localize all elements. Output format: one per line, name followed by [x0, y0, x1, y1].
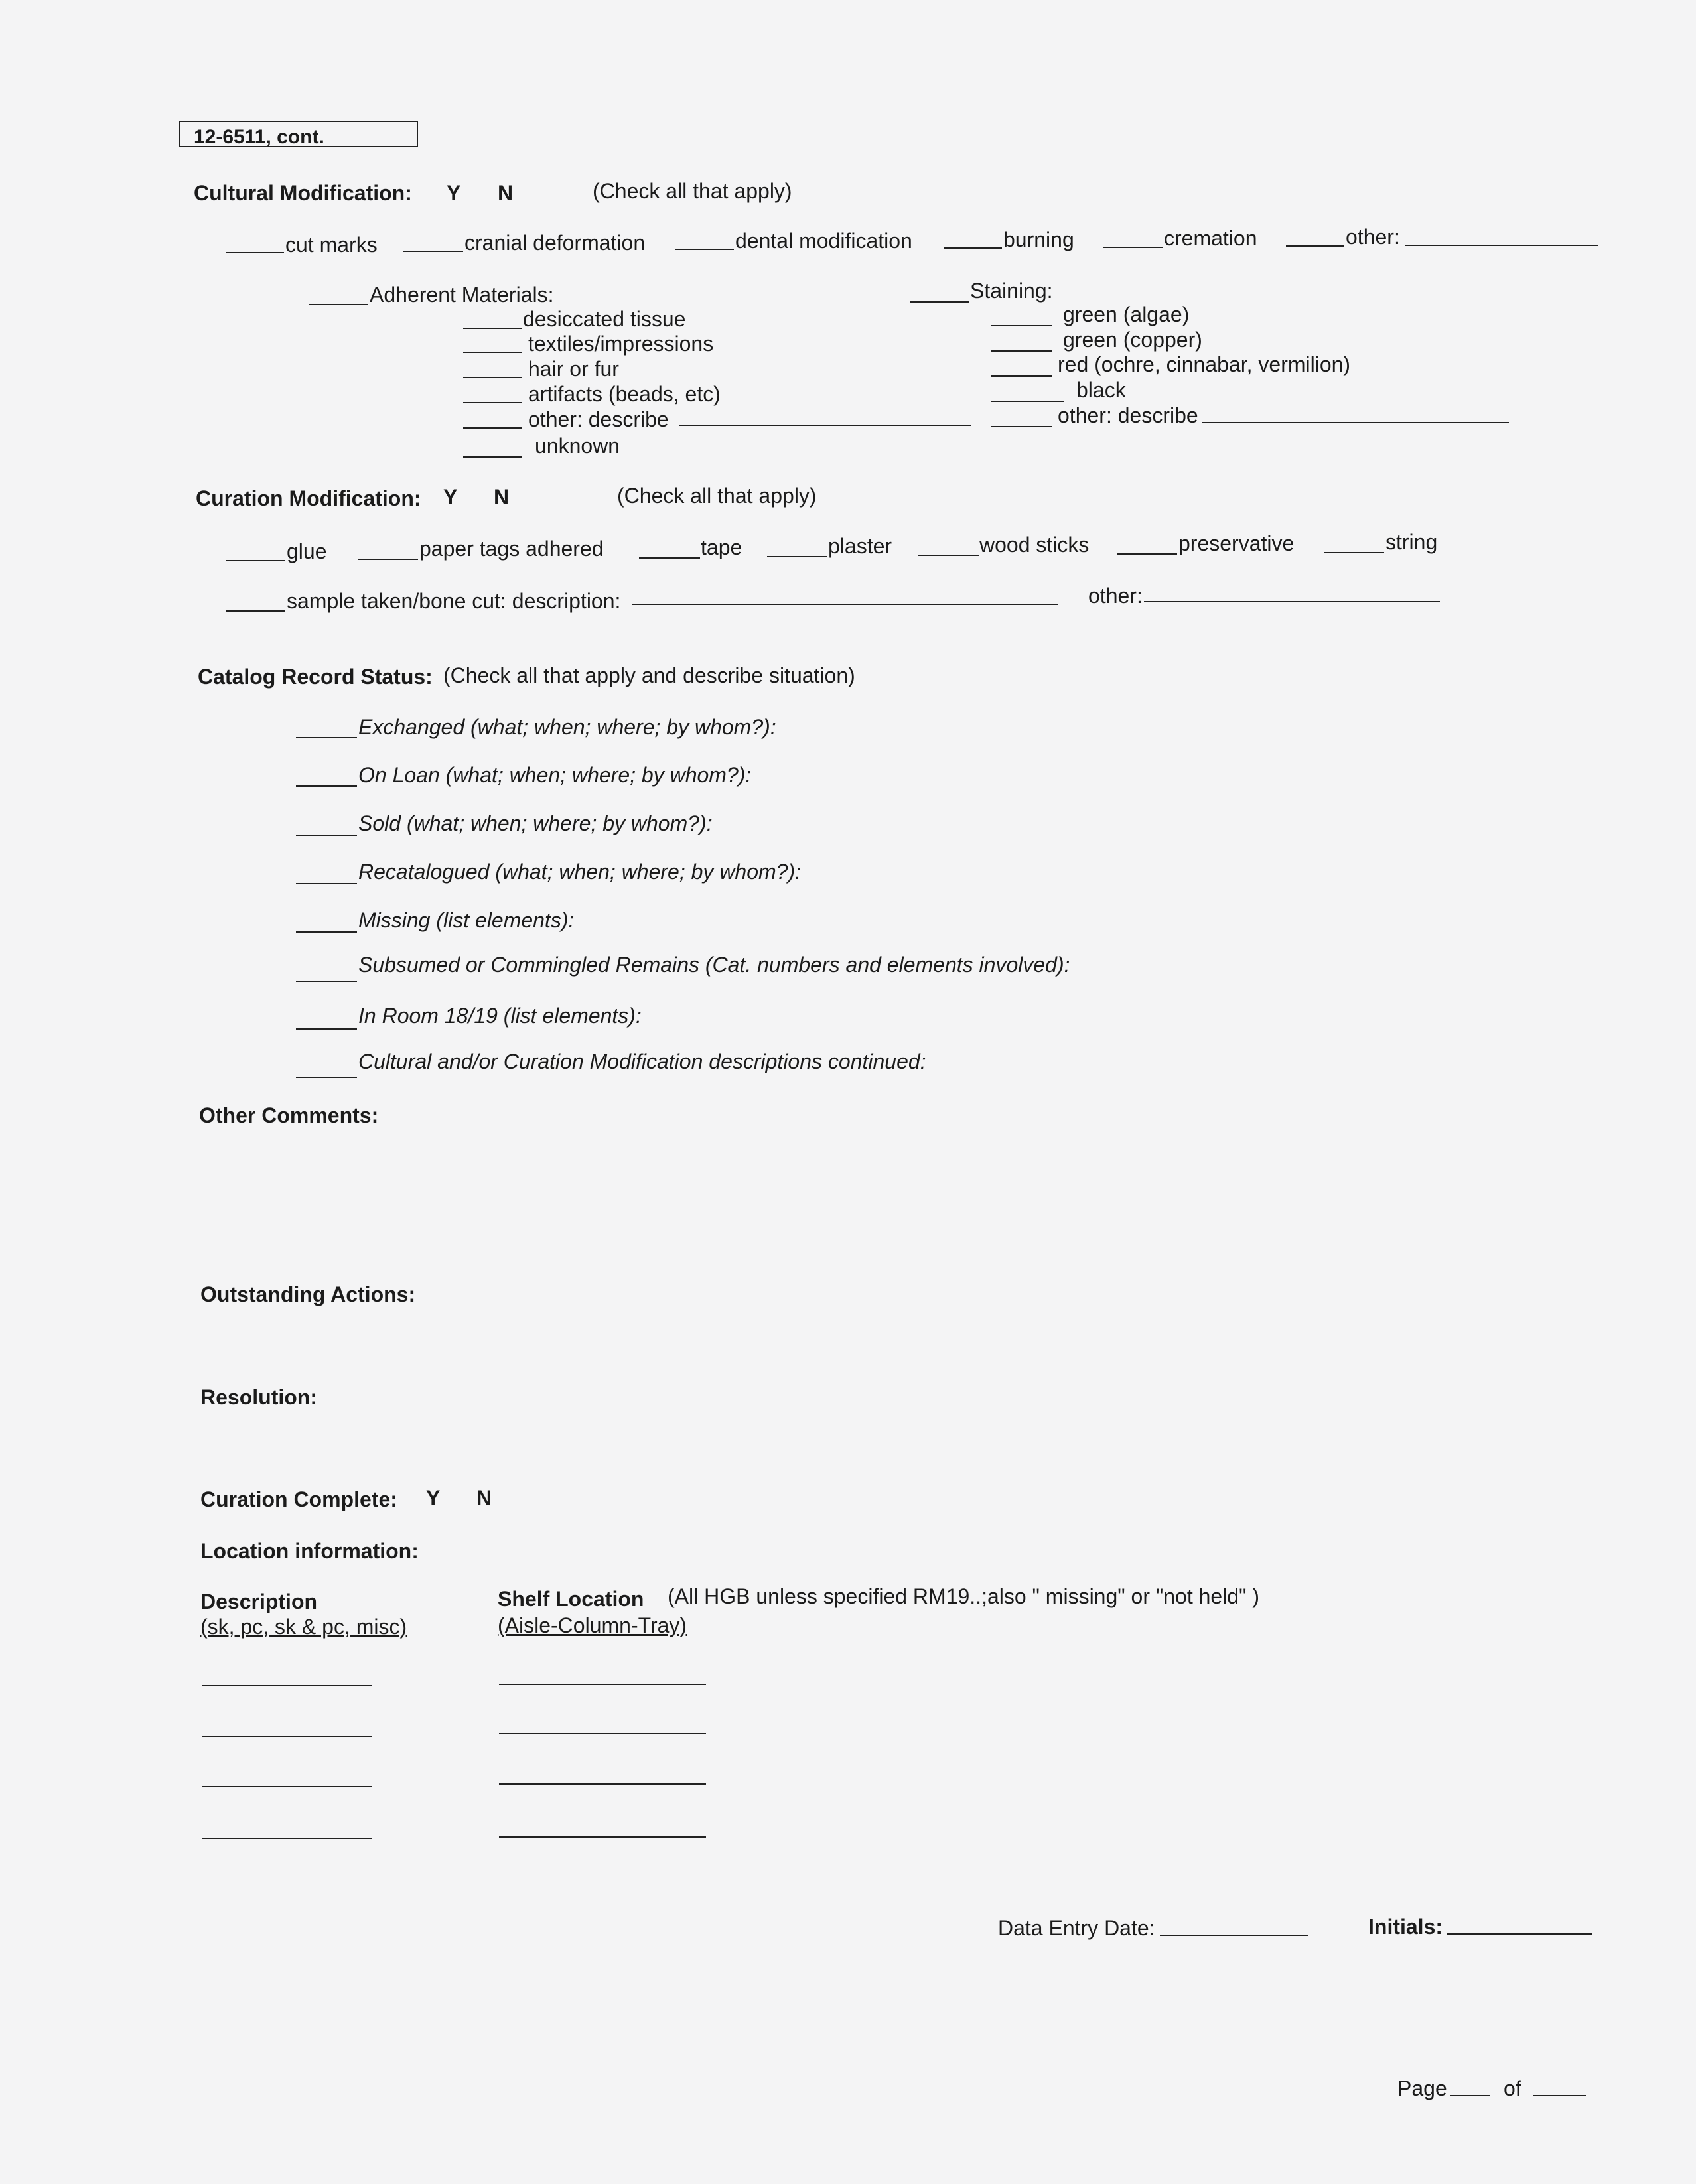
staining-other-blank[interactable]: [991, 426, 1052, 427]
sample-taken-blank[interactable]: [226, 610, 285, 612]
staining-other-description-line[interactable]: [1202, 422, 1509, 423]
paper-tags-blank[interactable]: [358, 559, 418, 560]
sample-taken-label: sample taken/bone cut: description:: [287, 589, 621, 613]
cultural-modification-label: Cultural Modification:: [194, 181, 412, 205]
data-entry-date-line[interactable]: [1160, 1935, 1308, 1936]
resolution-label: Resolution:: [200, 1385, 317, 1409]
option-string: string: [1385, 530, 1438, 554]
adherent-unknown: unknown: [535, 434, 620, 458]
wood-sticks-blank[interactable]: [918, 555, 979, 556]
adherent-textiles: textiles/impressions: [528, 332, 714, 356]
adherent-desiccated-tissue: desiccated tissue: [523, 307, 686, 331]
record-id-box: [179, 121, 418, 147]
adherent-other-blank[interactable]: [463, 427, 522, 429]
curation-modification-instruction: (Check all that apply): [617, 484, 817, 508]
red-blank[interactable]: [991, 375, 1052, 377]
status-subsumed: Subsumed or Commingled Remains (Cat. numbers and elements involved):: [358, 953, 1070, 977]
page-of-label: of: [1504, 2077, 1521, 2100]
adherent-artifacts: artifacts (beads, etc): [528, 382, 721, 406]
description-line[interactable]: [202, 1685, 372, 1686]
option-other: other:: [1346, 225, 1400, 249]
missing-blank[interactable]: [296, 931, 357, 933]
sample-description-line[interactable]: [632, 604, 1058, 605]
curation-other-line[interactable]: [1144, 601, 1440, 602]
exchanged-blank[interactable]: [296, 737, 357, 738]
textiles-blank[interactable]: [463, 352, 522, 353]
status-sold: Sold (what; when; where; by whom?):: [358, 811, 713, 835]
shelf-location-line[interactable]: [499, 1733, 706, 1734]
cut-marks-blank[interactable]: [226, 252, 284, 253]
staining-label: Staining:: [970, 279, 1053, 303]
curation-complete-label: Curation Complete:: [200, 1487, 397, 1511]
record-id: 12-6511, cont.: [194, 126, 324, 148]
adherent-hair-or-fur: hair or fur: [528, 357, 619, 381]
status-exchanged: Exchanged (what; when; where; by whom?):: [358, 715, 776, 739]
option-tape: tape: [701, 535, 742, 559]
cremation-blank[interactable]: [1103, 247, 1163, 248]
shelf-location-column-header: Shelf Location: [498, 1587, 644, 1611]
staining-green-algae: green (algae): [1063, 303, 1190, 326]
description-column-subheader: (sk, pc, sk & pc, misc): [200, 1615, 407, 1639]
curation-other-label: other:: [1088, 584, 1143, 608]
subsumed-blank[interactable]: [296, 981, 357, 982]
curation-modification-yes[interactable]: Y: [443, 485, 458, 509]
description-line[interactable]: [202, 1838, 372, 1839]
other-description-line[interactable]: [1405, 245, 1598, 246]
other-blank[interactable]: [1286, 245, 1344, 247]
option-glue: glue: [287, 539, 327, 563]
curation-modification-no[interactable]: N: [494, 485, 510, 509]
hair-blank[interactable]: [463, 377, 522, 378]
adherent-other-describe: other: describe: [528, 407, 669, 431]
black-blank[interactable]: [991, 401, 1064, 402]
adherent-materials-blank[interactable]: [309, 304, 368, 305]
shelf-location-subheader: (Aisle-Column-Tray): [498, 1613, 687, 1637]
option-preservative: preservative: [1178, 531, 1295, 555]
description-line[interactable]: [202, 1786, 372, 1787]
initials-line[interactable]: [1447, 1933, 1592, 1935]
shelf-location-line[interactable]: [499, 1783, 706, 1785]
continued-blank[interactable]: [296, 1077, 357, 1078]
page-number-line[interactable]: [1450, 2095, 1490, 2096]
staining-black: black: [1076, 378, 1126, 402]
curation-modification-label: Curation Modification:: [196, 486, 421, 510]
option-dental-modification: dental modification: [735, 229, 912, 253]
green-copper-blank[interactable]: [991, 350, 1052, 352]
on-loan-blank[interactable]: [296, 785, 357, 787]
string-blank[interactable]: [1324, 552, 1384, 553]
plaster-blank[interactable]: [767, 556, 827, 557]
description-column-header: Description: [200, 1590, 318, 1613]
adherent-other-description-line[interactable]: [679, 425, 971, 426]
curation-complete-no[interactable]: N: [476, 1486, 492, 1510]
status-on-loan: On Loan (what; when; where; by whom?):: [358, 763, 752, 787]
option-wood-sticks: wood sticks: [979, 533, 1090, 557]
staining-green-copper: green (copper): [1063, 328, 1202, 352]
shelf-location-line[interactable]: [499, 1684, 706, 1685]
in-room-blank[interactable]: [296, 1028, 357, 1030]
cultural-modification-instruction: (Check all that apply): [593, 179, 792, 203]
option-plaster: plaster: [828, 534, 892, 558]
unknown-blank[interactable]: [463, 456, 522, 458]
shelf-location-note: (All HGB unless specified RM19..;also " missing" or "not held" ): [668, 1584, 1259, 1608]
catalog-record-status-label: Catalog Record Status:: [198, 665, 433, 689]
staining-red: red (ochre, cinnabar, vermilion): [1058, 352, 1351, 376]
glue-blank[interactable]: [226, 560, 285, 561]
sold-blank[interactable]: [296, 835, 357, 836]
page-label: Page: [1397, 2077, 1447, 2100]
artifacts-blank[interactable]: [463, 402, 522, 403]
status-recatalogued: Recatalogued (what; when; where; by whom?):: [358, 860, 802, 884]
option-burning: burning: [1003, 228, 1074, 251]
staining-blank[interactable]: [910, 301, 969, 303]
location-information-label: Location information:: [200, 1539, 419, 1563]
description-line[interactable]: [202, 1736, 372, 1737]
shelf-location-line[interactable]: [499, 1836, 706, 1838]
option-cut-marks: cut marks: [285, 233, 378, 257]
outstanding-actions-label: Outstanding Actions:: [200, 1282, 416, 1306]
cultural-modification-no[interactable]: N: [498, 181, 514, 205]
option-cremation: cremation: [1164, 226, 1257, 250]
option-paper-tags: paper tags adhered: [419, 537, 604, 561]
cranial-deformation-blank[interactable]: [403, 251, 463, 252]
desiccated-tissue-blank[interactable]: [463, 328, 522, 329]
burning-blank[interactable]: [944, 247, 1002, 249]
other-comments-label: Other Comments:: [199, 1103, 379, 1127]
staining-other-describe: other: describe: [1058, 403, 1198, 427]
dental-modification-blank[interactable]: [675, 249, 734, 250]
recatalogued-blank[interactable]: [296, 883, 357, 884]
adherent-materials-label: Adherent Materials:: [370, 283, 554, 307]
status-missing: Missing (list elements):: [358, 908, 575, 932]
tape-blank[interactable]: [639, 557, 700, 559]
status-in-room: In Room 18/19 (list elements):: [358, 1004, 642, 1028]
data-entry-date-label: Data Entry Date:: [998, 1916, 1155, 1940]
catalog-record-status-instruction: (Check all that apply and describe situation): [443, 663, 855, 687]
cultural-modification-yes[interactable]: Y: [447, 181, 461, 205]
option-cranial-deformation: cranial deformation: [464, 231, 646, 255]
green-algae-blank[interactable]: [991, 325, 1052, 326]
page-total-line[interactable]: [1533, 2095, 1586, 2096]
initials-label: Initials:: [1368, 1915, 1443, 1939]
status-descriptions-continued: Cultural and/or Curation Modification descriptions continued:: [358, 1050, 926, 1073]
curation-complete-yes[interactable]: Y: [426, 1486, 441, 1510]
preservative-blank[interactable]: [1117, 553, 1177, 555]
